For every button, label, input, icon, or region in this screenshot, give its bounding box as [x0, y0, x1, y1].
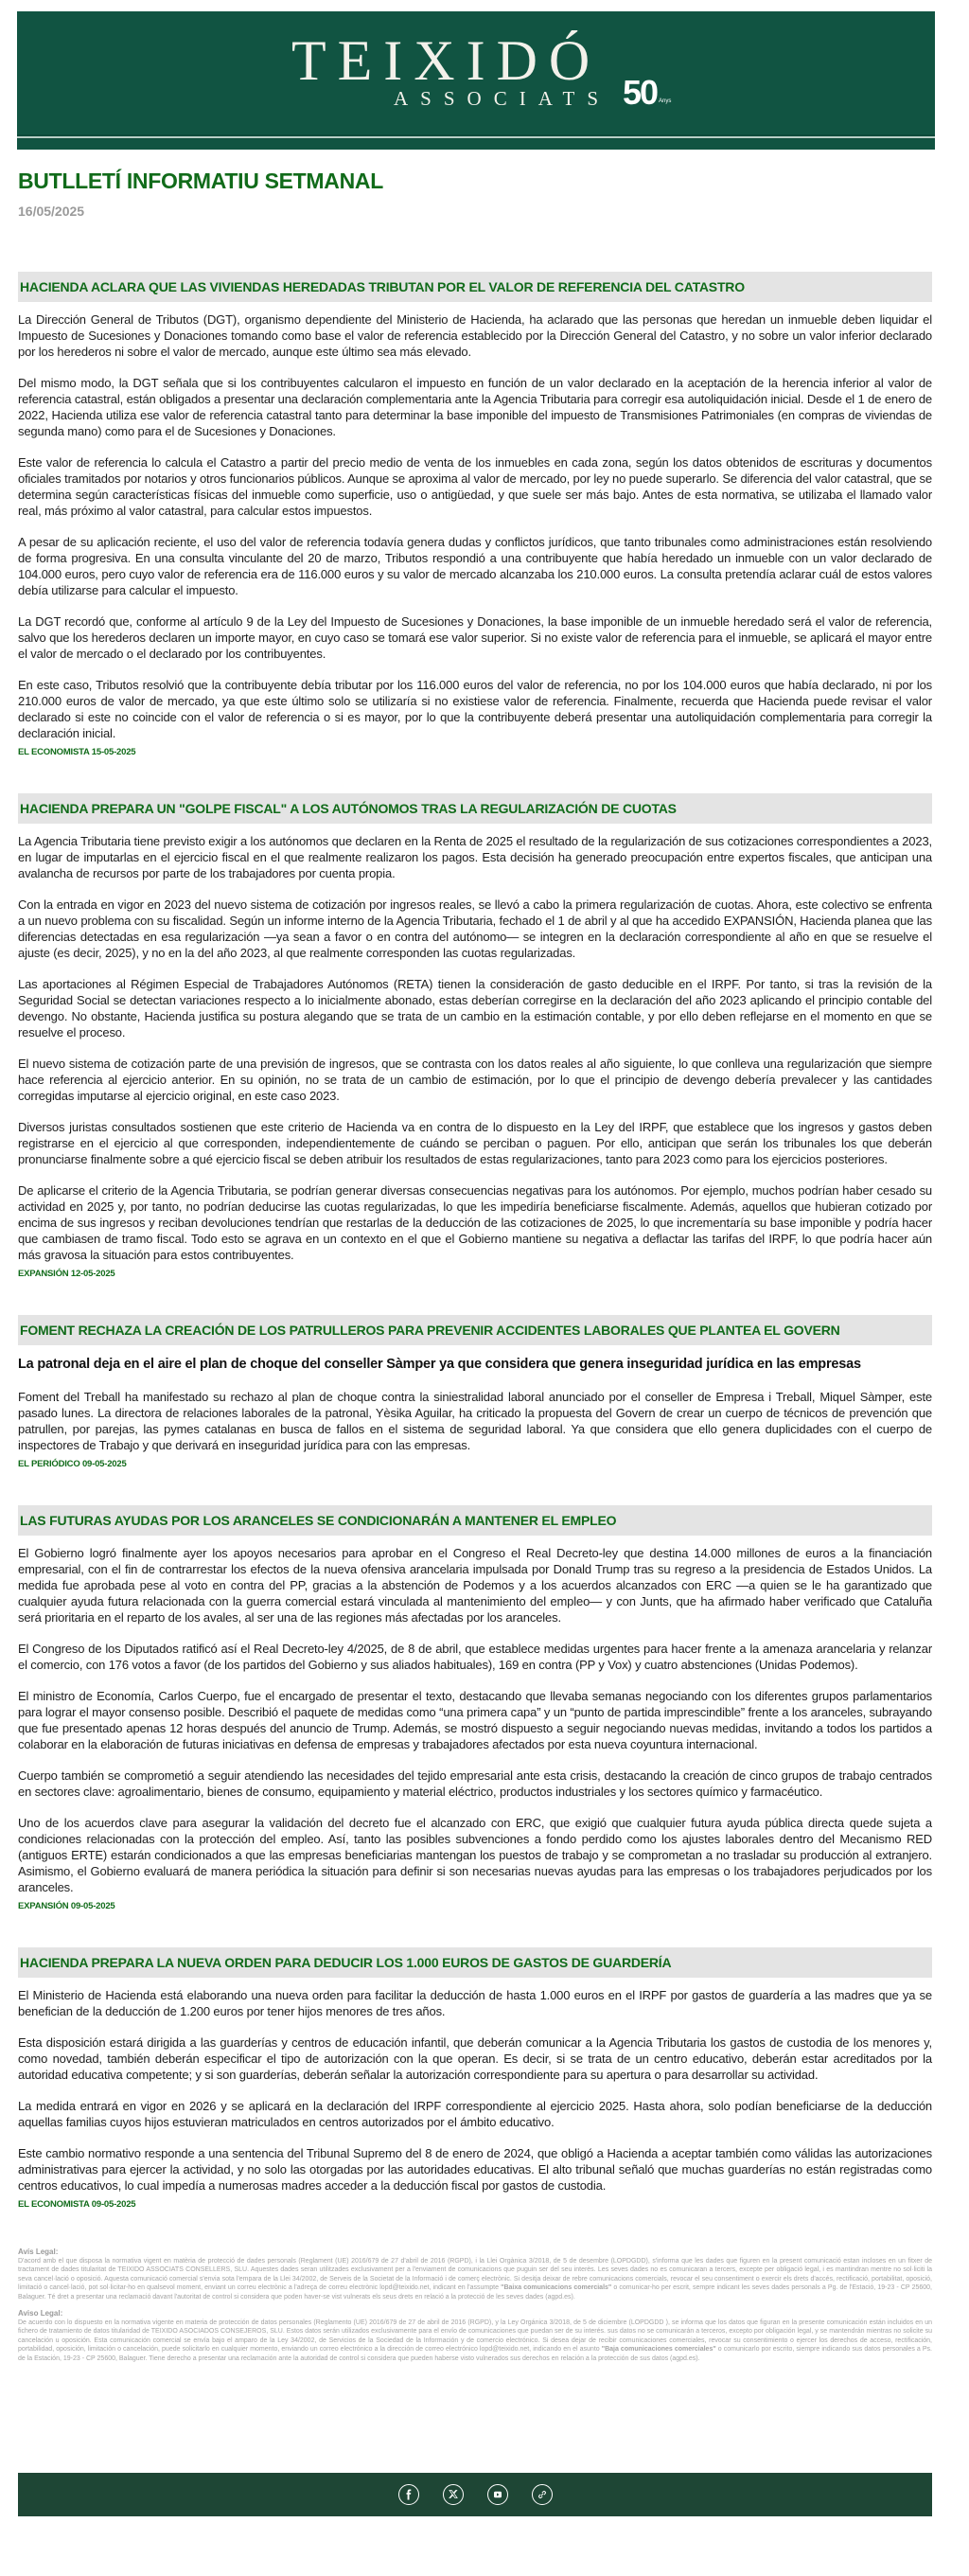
article-paragraph: Cuerpo también se comprometió a seguir atendiendo las necesidades del tejido empresarial ante esta crisis, destacando la creación de cinco grupos de trabajo centrados en sectores clave: agroalimentario, bienes de consumo, equipamiento y material eléctrico, productos industriales y los sectores químico y farmacéutico.: [18, 1768, 932, 1799]
article-source: EXPANSIÓN 12-05-2025: [18, 1269, 115, 1279]
header-divider-highlight: [17, 136, 935, 138]
legal-notice-spanish: [18, 2309, 932, 2363]
article: [18, 1505, 932, 1911]
article: [18, 1947, 932, 2210]
article-paragraph: De aplicarse el criterio de la Agencia Tributaria, se podrían generar diversas consecuencias negativas para los autónomos. Por ejemplo, muchos podrían haber cesado su actividad en 2025 y, por tanto, no podrían deducirse las cuotas regularizadas, lo que les impediría beneficiarse fiscalmente. Además, aquellos que hubieran cotizado por encima de sus ingresos y reciban devoluciones tendrían que restarlas de la deducción de las cotizaciones de 2025, lo que incrementaría su base imponible y podría hacer que cambiasen de tramo fiscal. Todo esto se agrava en un contexto en el que el Gobierno mantiene su negativa a deflactar las tarifas del IRPF, lo que podría hacer aún más gravosa la situación para estos contribuyentes.: [18, 1183, 932, 1262]
legal-notice: [18, 2247, 932, 2363]
article-paragraph: Esta disposición estará dirigida a las guarderías y centros de educación infantil, que deberán comunicar a la Agencia Tributaria los gastos de custodia de los menores y, como novedad, también deberán especificar el tipo de autorización con la que operan. Es decir, si se trata de un centro educativo, deberán estar acreditados por la autoridad educativa competente; y si son guarderías, deberán señalar la autorización correspondiente para su apertura o para desarrollar su actividad.: [18, 2035, 932, 2082]
article-paragraph: La Agencia Tributaria tiene previsto exigir a los autónomos que declaren en la Renta de 2025 el resultado de la regularización de sus cotizaciones correspondientes a 2023, en lugar de imputarlas en el ejercicio fiscal en el que realmente realizaron los pagos. Esta decisión ha generado preocupación entre expertos fiscales, que anticipan una avalancha de recursos por parte de los trabajadores por cuenta propia.: [18, 834, 932, 880]
article-paragraph: La Dirección General de Tributos (DGT), organismo dependiente del Ministerio de Hacienda, ha aclarado que las personas que heredan un inmueble deben liquidar el Impuesto de Sucesiones y Donaciones tomando como base el valor de referencia establecido por la Dirección General del Catastro, y no sobre un valor inferior declarado por los herederos ni sobre el valor de mercado, aunque este último sea más elevado.: [18, 312, 932, 359]
anniversary-badge-label: Anys: [659, 98, 672, 104]
article-subheadline: La patronal deja en el aire el plan de choque del conseller Sàmper ya que considera que genera inseguridad jurídica en las empresas: [18, 1357, 861, 1372]
article-paragraph: A pesar de su aplicación reciente, el uso del valor de referencia todavía genera dudas y conflictos jurídicos, que tanto tribunales como administraciones están resolviendo de forma progresiva. En una consulta vinculante del 20 de marzo, Tributos respondió a una contribuyente que había heredado un inmueble con un valor declarado de 104.000 euros, pero cuyo valor de referencia era de 116.000 euros y su valor de mercado alcanzaba los 210.000 euros. La consulta pretendía aclarar cuál de estos valores debía utilizarse para calcular el impuesto.: [18, 535, 932, 597]
article-paragraph: El Gobierno logró finalmente ayer los apoyos necesarios para aprobar en el Congreso el Real Decreto-ley que destina 14.000 millones de euros a la financiación empresarial, con el fin de contrarrestar los efectos de la nueva ofensiva arancelaria impulsada por Donald Trump tras su regreso a la presidencia de Estados Unidos. La medida fue aprobada pese al voto en contra del PP, gracias a la abstención de Podemos y a los acuerdos alcanzados con ERC —a quien se le ha garantizado que cualquier ayuda futura relacionada con la guerra comercial estará vinculada al mantenimiento del empleo— y con Junts, que ha afirmado haber verificado que Cataluña será prioritaria en el reparto de los avales, al ser una de las regiones más afectadas por los aranceles.: [18, 1546, 932, 1625]
legal-notice-catalan: [18, 2247, 932, 2301]
article-paragraph: El ministro de Economía, Carlos Cuerpo, fue el encargado de presentar el texto, destacando que llevaba semanas negociando con los diferentes grupos parlamentarios para lograr el mayor consenso posible. Describió el paquete de medidas como “una primera capa” y un “punto de partida imprescindible” frente a los aranceles, subrayando que fue presentado apenas 12 horas después del anuncio de Trump. Además, se mostró dispuesto a seguir negociando nuevas medidas, invitando a todos los partidos a colaborar en la elaboración de futuras iniciativas en defensa de empresas y trabajadores afectados por esta nueva coyuntura internacional.: [18, 1689, 932, 1751]
newsletter-content: [18, 272, 932, 2371]
article-headline: FOMENT RECHAZA LA CREACIÓN DE LOS PATRULLEROS PARA PREVENIR ACCIDENTES LABORALES QUE PLANTEA EL GOVERN: [18, 1315, 932, 1345]
article-source: EXPANSIÓN 09-05-2025: [18, 1901, 115, 1911]
article-paragraph: La medida entrará en vigor en 2026 y se aplicará en la declaración del IRPF correspondiente al ejercicio 2025. Hasta ahora, solo podían beneficiarse de la deducción aquellas familias cuyos hijos estuvieran matriculados en centros autorizados por el ámbito educativo.: [18, 2099, 932, 2129]
article-source: EL ECONOMISTA 15-05-2025: [18, 747, 136, 757]
article-body: [18, 311, 932, 741]
newsletter-title-block: [18, 169, 383, 219]
anniversary-badge-number: 50: [623, 73, 658, 112]
article-paragraph: Este valor de referencia lo calcula el Catastro a partir del precio medio de venta de los inmuebles en cada zona, según los datos obtenidos de escrituras y documentos oficiales tramitados por notarios y otros funcionarios públicos. Aunque se aproxima al valor de mercado, por ley no puede superarlo. Se diferencia del valor catastral, que se determina según características físicas del inmueble como superficie, uso o antigüedad, y que suele ser más bajo. Antes de esta normativa, se utilizaba el llamado valor real, más próximo al valor catastral, para calcular estos impuestos.: [18, 455, 932, 518]
article-paragraph: Del mismo modo, la DGT señala que si los contribuyentes calcularon el impuesto en función de un valor declarado en la aceptación de la herencia inferior al valor de referencia catastral, están obligados a presentar una declaración complementaria ante la Agencia Tributaria para corregir esa autoliquidación inicial. Desde el 1 de enero de 2022, Hacienda utiliza ese valor de referencia catastral tanto para determinar la base imponible del impuesto de Transmisiones Patrimoniales (en compras de viviendas de segunda mano) como para el de Sucesiones y Donaciones.: [18, 376, 932, 438]
article-body: [18, 1545, 932, 1895]
article: [18, 793, 932, 1279]
x-twitter-icon[interactable]: [443, 2484, 464, 2505]
newsletter-date: 16/05/2025: [18, 204, 85, 219]
article-body: [18, 833, 932, 1263]
unsubscribe-subject: "Baixa comunicacions comercials": [501, 2284, 612, 2291]
brand-header: [17, 11, 935, 150]
facebook-icon[interactable]: [398, 2484, 419, 2505]
article-paragraph: La DGT recordó que, conforme al artículo 9 de la Ley del Impuesto de Sucesiones y Donaciones, la base imponible de un inmueble heredado será el valor de referencia, salvo que los herederos declaren un importe mayor, en cuyo caso se tomará ese valor superior. Si no existe valor de referencia para el inmueble, se aplicará el mayor entre el valor de mercado o el declarado por los contribuyentes.: [18, 614, 932, 661]
article-source: EL ECONOMISTA 09-05-2025: [18, 2199, 136, 2210]
article-body: [18, 1389, 932, 1453]
article-headline: LAS FUTURAS AYUDAS POR LOS ARANCELES SE CONDICIONARÁN A MANTENER EL EMPLEO: [18, 1505, 932, 1536]
article-paragraph: El Congreso de los Diputados ratificó así el Real Decreto-ley 4/2025, de 8 de abril, que establece medidas urgentes para hacer frente a la amenaza arancelaria y relanzar el comercio, con 176 votos a favor (de los partidos del Gobierno y sus aliados habituales), 169 en contra (PP y Vox) y cuatro abstenciones (Unidas Podemos).: [18, 1642, 932, 1672]
legal-notice-title: Avís Legal:: [18, 2247, 59, 2256]
article-paragraph: Este cambio normativo responde a una sentencia del Tribunal Supremo del 8 de enero de 2024, que obligó a Hacienda a aceptar también como válidas las autorizaciones administrativas para ejercer la actividad, y no solo las otorgadas por las autoridades educativas. El alto tribunal señaló que muchas guarderías no están registradas como centros educativos, lo cual impedía a numerosas madres acceder a la deducción fiscal por gastos de custodia.: [18, 2146, 932, 2193]
page-title: BUTLLETÍ INFORMATIU SETMANAL: [18, 169, 383, 193]
article-headline: HACIENDA PREPARA UN "GOLPE FISCAL" A LOS AUTÓNOMOS TRAS LA REGULARIZACIÓN DE CUOTAS: [18, 793, 932, 824]
article: [18, 1315, 932, 1469]
logo-wordmark: TEIXIDÓ: [291, 29, 602, 92]
article-paragraph: Uno de los acuerdos clave para asegurar la validación del decreto fue el alcanzado con ERC, que exigió que cualquier futura ayuda pública directa quede sujeta a condiciones relacionadas con la protección del empleo. Así, tanto las posibles subvenciones a fondo perdido como los ajustes laborales dentro del Mecanismo RED (antiguos ERTE) estarán condicionados a que las empresas beneficiarias mantengan los puestos de trabajo y se comprometan a no trasladar su producción al extranjero. Asimismo, el Gobierno evaluará de manera periódica la situación para definir si son necesarias nuevas ayudas para las empresas o los trabajadores perjudicados por los aranceles.: [18, 1816, 932, 1894]
unsubscribe-subject: "Baja comunicaciones comerciales": [601, 2346, 716, 2353]
logo-subtitle: ASSOCIATS: [394, 87, 611, 110]
article-body: [18, 1987, 932, 2194]
article-paragraph: Foment del Treball ha manifestado su rechazo al plan de choque contra la siniestralidad laboral anunciado por el conseller de Empresa i Treball, Miquel Sàmper, este pasado lunes. La directora de relaciones laborales de la patronal, Yèsika Aguilar, ha criticado la propuesta del Govern de crear un cuerpo de técnicos de prevención que patrullen, por parejas, las pymes catalanas en busca de fallos en el sistema de seguridad laboral. Ya que considera que ello genera duplicidades con el cuerpo de inspectores de Trabajo y que derivará en inseguridad jurídica para con las empresas.: [18, 1390, 932, 1452]
article-paragraph: El Ministerio de Hacienda está elaborando una nueva orden para facilitar la deducción de hasta 1.000 euros en el IRPF por gastos de guardería a las madres que ya se benefician de la deducción de 1.200 euros por tener hijos menores de tres años.: [18, 1988, 932, 2018]
article-paragraph: Con la entrada en vigor en 2023 del nuevo sistema de cotización por ingresos reales, se llevó a cabo la primera regularización de cuotas. Ahora, este colectivo se enfrenta a un nuevo problema con su fiscalidad. Según un informe interno de la Agencia Tributaria, fechado el 1 de abril y al que ha accedido EXPANSIÓN, Hacienda planea que las diferencias detectadas en esa regularización —ya sean a favor o en contra del autónomo— se integren en la declaración correspondiente al año en que se resuelve el ajuste (es decir, 2025), y no en la del año 2023, al que realmente corresponden las cuotas regularizadas.: [18, 897, 932, 960]
article-headline: HACIENDA PREPARA LA NUEVA ORDEN PARA DEDUCIR LOS 1.000 EUROS DE GASTOS DE GUARDERÍA: [18, 1947, 932, 1978]
youtube-icon[interactable]: [487, 2484, 508, 2505]
article-paragraph: Diversos juristas consultados sostienen que este criterio de Hacienda va en contra de lo dispuesto en la Ley del IRPF, que establece que los ingresos y gastos deben registrarse en el ejercicio al que corresponden, independientemente de cuándo se perciban o paguen. Por ello, anticipan que serán los tribunales los que deberán pronunciarse finalmente sobre a qué ejercicio fiscal se deben atribuir los resultados de estas regularizaciones, tanto para 2023 como para los ejercicios posteriores.: [18, 1120, 932, 1166]
article-source: EL PERIÓDICO 09-05-2025: [18, 1459, 127, 1469]
article-paragraph: El nuevo sistema de cotización parte de una previsión de ingresos, que se contrasta con los datos reales al año siguiente, lo que conlleva una regularización que siempre hace referencia al ejercicio anterior. En su opinión, no se trata de un cambio de estimación, por lo que el principio de devengo debería prevalecer y las cantidades corregidas imputarse al ejercicio original, en este caso 2023.: [18, 1057, 932, 1103]
legal-notice-title: Aviso Legal:: [18, 2309, 63, 2318]
article: [18, 272, 932, 757]
legal-notice-text: D'acord amb el que disposa la normativa vigent en matèria de protecció de dades personals (Reglament (UE) 2016/679 de 27 d'abril de 2016 (RGPD), i la Llei Orgànica 3/2018, de 5 de desembre (LOPDGDD), s'informa que les dades que figuren en la present comunicació estan incloses en un fitxer de tractament de dades titularitat de TEIXIDO ASSOCIATS CONSELLERS, SLU. Aquestes dades seran utilitzades exclusivament per a l'enviament de comunicacions que puguin ser del seu interès. Les seves dades no es comunicaran a tercers, excepte per obligació legal, i es mantindran mentre no sol·liciti la seva cancel·lació o oposició. Aquesta comunicació comercial s'envia sota l'empara de la Llei 34/2002, de Serveis de la Societat de la Informació i de comerç electrònic. Si desitja deixar de rebre comunicacions comercials, revocar el seu consentiment o exercir els drets d'accés, rectificació, portabilitat, oposició, limitació o cancel·lació, pot sol·licitar-ho en qualsevol moment, enviant un correu electrònic a l'adreça de correu electrònic lopd@teixido.net, indicant en l'assumpte "Baixa comunicacions comercials" o comunicar-ho per escrit, sempre indicant les seves dades personals a Pg. de l'Estació, 19-23 - CP 25600, Balaguer. Té dret a presentar una reclamació davant l'autoritat de control si considera que poden haver-se vist vulnerats els seus drets en relació a la protecció de les seves dades (agpd.es).: [18, 2257, 932, 2301]
article-headline: HACIENDA ACLARA QUE LAS VIVIENDAS HEREDADAS TRIBUTAN POR EL VALOR DE REFERENCIA DEL CATASTRO: [18, 272, 932, 302]
social-footer: [18, 2473, 932, 2516]
link-icon[interactable]: [532, 2484, 553, 2505]
legal-notice-text: De acuerdo con lo dispuesto en la normativa vigente en materia de protección de datos personales (Reglamento (UE) 2016/679 de 27 de abril de 2016 (RGPD), y la Ley Orgánica 3/2018, de 5 de diciembre (LOPDGDD ), se informa que los datos que figuran en la presente comunicación están incluidos en un fichero de tratamiento de datos titularidad de TEIXIDO ASOCIADOS CONSEJEROS, SLU. Estos datos serán utilizados exclusivamente para el envío de comunicaciones que puedan ser de su interés. sus datos no se comunicarán a terceros, excepto por obligación legal, y se mantendrán mientras no solicite su cancelación u oposición. Esta comunicación comercial se envía bajo el amparo de la Ley 34/2002, de Servicios de la Sociedad de la Información y de comercio electrónico. Si desea dejar de recibir comunicaciones comerciales, revocar su consentimiento o ejercer los derechos de acceso, rectificación, portabilidad, oposición, limitación o cancelación, puede solicitarlo en cualquier momento, enviando un correo electrónico a la dirección de correo electrónico lopd@teixido.net, indicando en el asunto "Baja comunicaciones comerciales" o comunicarlo por escrito, siempre indicando sus datos personales a Ps. de la Estación, 19-23 - CP 25600, Balaguer. Tiene derecho a presentar una reclamación ante la autoridad de control si considera que pueden haberse visto vulnerados sus derechos en relación a la protección de sus datos (agpd.es).: [18, 2318, 932, 2362]
article-paragraph: Las aportaciones al Régimen Especial de Trabajadores Autónomos (RETA) tienen la consideración de gasto deducible en el IRPF. Por tanto, si tras la revisión de la Seguridad Social se detectan variaciones respecto a lo inicialmente abonado, estas deberían corregirse en la declaración del año 2023 aplicando el principio contable del devengo. No obstante, Hacienda justifica su postura alegando que se trata de un cambio en la estimación contable, y por ello deben reflejarse en el momento en que se resuelve el proceso.: [18, 977, 932, 1039]
article-paragraph: En este caso, Tributos resolvió que la contribuyente debía tributar por los 116.000 euros del valor de referencia, no por los 104.000 euros que había declarado, ni por los 210.000 euros de valor de mercado, ya que este último solo se utilizaría si no existiese valor de referencia. Finalmente, recuerda que Hacienda puede revisar el valor declarado si este no coincide con el valor de referencia o si es mayor, por lo que la contribuyente deberá presentar una autoliquidación complementaria para corregir la declaración inicial.: [18, 678, 932, 740]
